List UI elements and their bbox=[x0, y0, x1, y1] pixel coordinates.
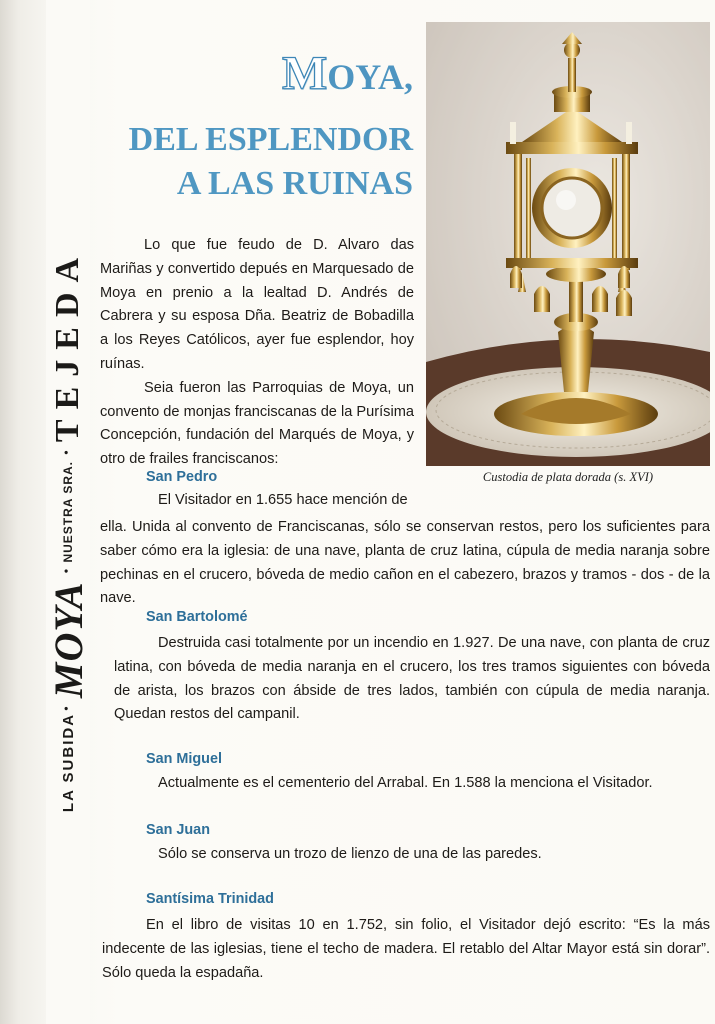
san-pedro-text: ella. Unida al convento de Franciscanas, sólo se conservan restos, pero los suficientes para saber cómo era la iglesia: de una nave, planta de cruz latina, cúpula de media naranja sobre pechinas en el crucero, bóveda de medio cañon en el cabezero, brazos y tramos - dos - de la nave. bbox=[100, 519, 710, 607]
page-title bbox=[282, 46, 413, 101]
intro-paragraph-1: Lo que fue feudo de D. Alvaro das Mariñas y convertido depués en Marquesado de Moya en prenio a la lealtad D. Andrés de Cabrera y su esposa Dña. Beatriz de Bobadilla a los Reyes Católicos, ayer fue esplendor, hoy ruínas. bbox=[100, 237, 414, 372]
subtitle-line-2: A LAS RUINAS bbox=[176, 165, 413, 202]
spine-prefix: LA SUBIDA bbox=[59, 712, 77, 813]
heading-san-bartolome: San Bartolomé bbox=[146, 609, 248, 625]
san-pedro-first-line: El Visitador en 1.655 hace mención de bbox=[158, 492, 408, 508]
subtitle-line-1: DEL ESPLENDOR bbox=[128, 121, 413, 158]
custodia-illustration bbox=[426, 22, 710, 466]
spine-dot-2: • bbox=[60, 568, 75, 574]
page-left-edge bbox=[0, 0, 46, 1024]
heading-san-pedro: San Pedro bbox=[146, 469, 218, 485]
heading-santisima-trinidad: Santísima Trinidad bbox=[146, 891, 274, 907]
san-miguel-text: Actualmente es el cementerio del Arrabal. En 1.588 la menciona el Visitador. bbox=[158, 775, 653, 791]
spine-middle: NUESTRA SRA. bbox=[61, 460, 75, 563]
spine-title bbox=[45, 150, 91, 910]
spine-dot-1: • bbox=[60, 706, 75, 711]
heading-san-miguel: San Miguel bbox=[146, 751, 222, 767]
spine-tejeda: TEJEDA bbox=[49, 247, 86, 443]
title-initial: M bbox=[281, 47, 328, 100]
title-rest: OYA, bbox=[327, 57, 413, 97]
custodia-photo bbox=[426, 22, 710, 466]
san-juan-text: Sólo se conserva un trozo de lienzo de una de las paredes. bbox=[158, 846, 542, 862]
intro-paragraph-2: Seia fueron las Parroquias de Moya, un convento de monjas franciscanas de la Purísima Concepción, fundación del Marqués de Moya, y otro de frailes franciscanos: bbox=[100, 379, 414, 468]
san-bartolome-text: Destruida casi totalmente por un incendio en 1.927. De una nave, con planta de cruz latina, con bóveda de media naranja en el crucero, los tres tramos siguientes con bóveda de arista, los brazos con ábside de tres lados, también con cúpula de media naranja. Quedan restos del campanil. bbox=[114, 635, 710, 723]
page-subtitle bbox=[129, 118, 413, 206]
photo-caption: Custodia de plata dorada (s. XVI) bbox=[482, 470, 654, 484]
intro-block bbox=[100, 234, 414, 472]
spine-dot-3: • bbox=[60, 450, 75, 455]
spine-moya: MOYA bbox=[45, 581, 91, 699]
santisima-trinidad-text: En el libro de visitas 10 en 1.752, sin folio, el Visitador dejó escrito: “Es la más indecente de las iglesias, tiene el techo de madera. El retablo del Altar Mayor está sin dorar”. Sólo queda la espadaña. bbox=[102, 917, 710, 981]
heading-san-juan: San Juan bbox=[146, 822, 210, 838]
